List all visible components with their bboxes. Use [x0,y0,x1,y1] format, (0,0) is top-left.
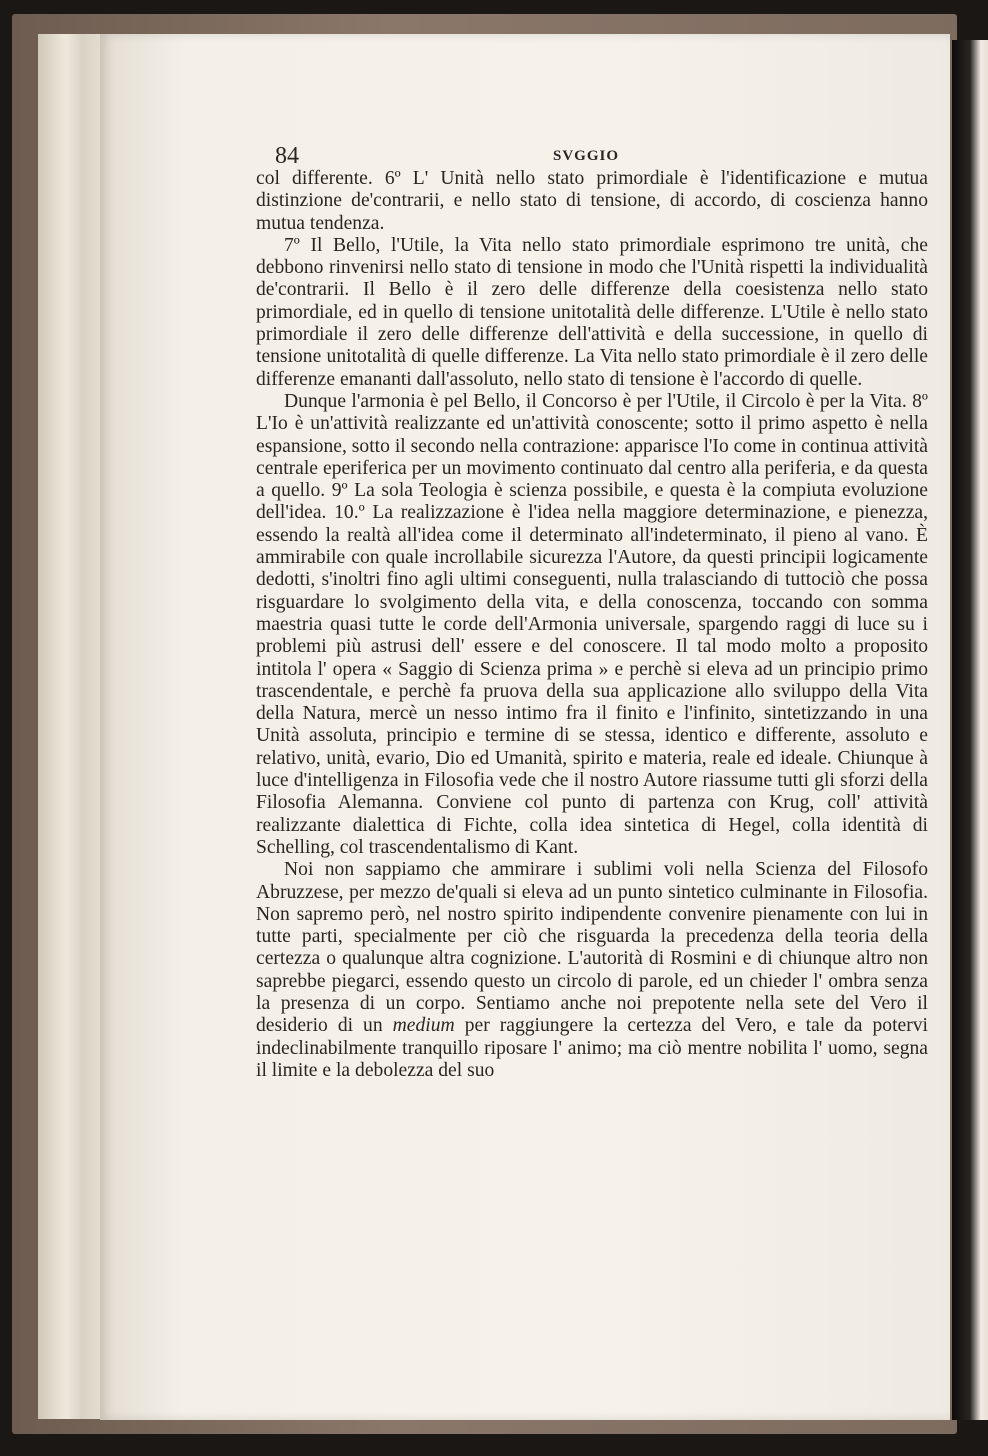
paragraph: col differente. 6º L' Unità nello stato primordiale è l'identificazione e mutua distinzione de'contrarii, e nello stato di tensione, di accordo, di coscienza hanno mutua tendenza. [256,168,928,234]
paragraph: 7º Il Bello, l'Utile, la Vita nello stato primordiale esprimono tre unità, che debbono rinvenirsi nello stato di tensione in modo che l'Unità rispetti la individualità de'contrarii. Il Bello è il zero delle differenze della coesistenza nello stato primordiale, ed in quello di tensione unitotalità delle differenze. L'Utile è nello stato primordiale il zero delle differenze dell'attività e della successione, in quello di tensione unitotalità di quelle differenze. La Vita nello stato primordiale è il zero delle differenze emananti dall'assoluto, nello stato di tensione è l'accordo di quelle. [256,234,928,390]
running-title: SVGGIO [553,148,620,164]
paragraph: Dunque l'armonia è pel Bello, il Concorso è per l'Utile, il Circolo è per la Vita. 8º L'Io è un'attività realizzante ed un'attività conoscente; sotto il primo aspetto è nella espansione, sotto il secondo nella contrazione: apparisce l'Io come in continua attività centrale eperiferica per un movimento continuato dal centro alla periferia, e da questa a quello. 9º La sola Teologia è scienza possibile, e questa è la compiuta evoluzione dell'idea. 10.º La realizzazione è l'idea nella maggiore determinazione, e pienezza, essendo la realtà all'idea come il determinato all'indeterminato, il pieno al vano. È ammirabile con quale incrollabile sicurezza l'Autore, da questi principii logicamente dedotti, s'inoltri fino agli ultimi conseguenti, nulla tralasciando di tuttociò che possa risguardare lo svolgimento della vita, e della conoscenza, toccando con somma maestria quasi tutte le corde dell'Armonia universale, spargendo raggi di luce su i problemi più astrusi dell' essere e del conoscere. Il tal modo molto a proposito intitola l' opera « Saggio di Scienza prima » e perchè si eleva ad un principio primo trascendentale, e perchè fa pruova della sua applicazione allo sviluppo della Vita della Natura, mercè un nesso intimo fra il finito e l'infinito, sintetizzando in una Unità assoluta, principio e termine di se stessa, identico e differente, assoluto e relativo, unità, evario, Dio ed Umanità, spirito e materia, reale ed ideale. Chiunque à luce d'intelligenza in Filosofia vede che il nostro Autore riassume tutti gli sforzi della Filosofia Alemanna. Conviene col punto di partenza con Krug, coll' attività realizzante dialettica di Fichte, colla idea sintetica di Hegel, colla identità di Schelling, col trascendentalismo di Kant. [256,390,928,858]
facing-page-edge [952,40,988,1420]
paragraph-text: Noi non sappiamo che ammirare i sublimi voli nella Scienza del Filosofo Abruzzese, per mezzo de'quali si eleva ad un punto sintetico culminante in Filosofia. Non sapremo però, nel nostro spirito indipendente convenire pienamente con lui in tutte parti, specialmente per ciò che risguarda la precedenza della teoria della certezza o qualunque altra cognizione. L'autorità di Rosmini e di chiunque altro non saprebbe piegarci, essendo questo un circolo di parole, ed un chieder l' ombra senza la presenza di un corpo. Sentiamo anche noi prepotente nella sete del Vero il desiderio di un [256,859,928,1037]
body-text [256,168,928,1082]
page-number: 84 [275,143,299,169]
paragraph-text: per raggiungere la certezza del Vero, e tale da potervi indeclinabilmente tranquillo riposare l' animo; ma ciò mentre nobilita l' uomo, segna il limite e la debolezza del suo [256,1015,928,1081]
paragraph [256,859,928,1082]
italic-term: medium [392,1015,455,1037]
